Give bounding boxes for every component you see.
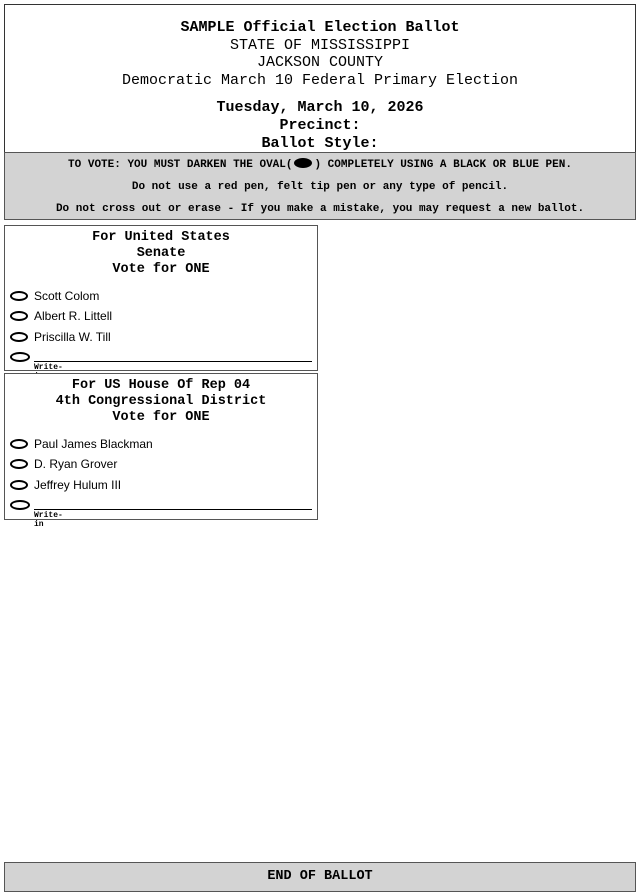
write-in-label: Write-in (34, 511, 63, 529)
instruction-line-1-start: TO VOTE: YOU MUST DARKEN THE OVAL( (68, 159, 293, 171)
instruction-line-1 (5, 158, 635, 171)
candidate-option[interactable] (10, 476, 121, 494)
instruction-line-3: Do not cross out or erase - If you make a mistake, you may request a new ballot. (55, 203, 585, 215)
ballot-header (4, 4, 636, 152)
contest-title-line-2: Senate (136, 246, 186, 261)
instruction-line-2: Do not use a red pen, felt tip pen or any type of pencil. (131, 181, 509, 193)
vote-oval[interactable] (10, 459, 28, 469)
candidate-name: Scott Colom (34, 289, 100, 303)
candidate-name: D. Ryan Grover (34, 457, 118, 471)
vote-oval[interactable] (10, 439, 28, 449)
candidate-option[interactable] (10, 455, 117, 473)
write-in-oval[interactable] (10, 352, 30, 362)
contest-title-line-2: 4th Congressional District (55, 394, 267, 409)
contest-title-line-1: For United States (92, 230, 230, 245)
vote-oval[interactable] (10, 311, 28, 321)
candidate-name: Jeffrey Hulum III (34, 478, 122, 492)
vote-oval[interactable] (10, 332, 28, 342)
vote-oval[interactable] (10, 291, 28, 301)
vote-oval[interactable] (10, 480, 28, 490)
election-date: Tuesday, March 10, 2026 (216, 99, 424, 117)
candidate-option[interactable] (10, 287, 99, 305)
write-in-label: Write- (34, 363, 63, 372)
voting-instructions (4, 152, 636, 220)
contest-title-line-1: For US House Of Rep 04 (71, 378, 251, 393)
candidate-name: Priscilla W. Till (34, 330, 111, 344)
candidate-name: Paul James Blackman (34, 437, 153, 451)
write-in-oval[interactable] (10, 500, 30, 510)
candidate-name: Albert R. Littell (34, 309, 113, 323)
contest-us-senate (4, 225, 318, 371)
precinct-label: Precinct: (279, 116, 361, 134)
candidate-option[interactable] (10, 435, 153, 453)
instruction-line-1-end: ) COMPLETELY USING A BLACK OR BLUE PEN. (314, 159, 572, 171)
candidate-option[interactable] (10, 307, 112, 325)
county-name: JACKSON COUNTY (256, 54, 384, 72)
vote-for-instruction: Vote for ONE (112, 262, 210, 277)
write-in-line[interactable] (34, 509, 312, 510)
ballot-style-label: Ballot Style: (261, 134, 379, 152)
state-name: STATE OF MISSISSIPPI (229, 36, 411, 54)
election-name: Democratic March 10 Federal Primary Election (121, 71, 519, 89)
write-in-line[interactable] (34, 361, 312, 362)
end-of-ballot: END OF BALLOT (4, 862, 636, 892)
ballot-title: SAMPLE Official Election Ballot (180, 19, 460, 36)
filled-oval-icon (294, 158, 312, 168)
vote-for-instruction: Vote for ONE (112, 410, 210, 425)
contest-us-house-rep-04 (4, 373, 318, 529)
candidate-option[interactable] (10, 328, 111, 346)
